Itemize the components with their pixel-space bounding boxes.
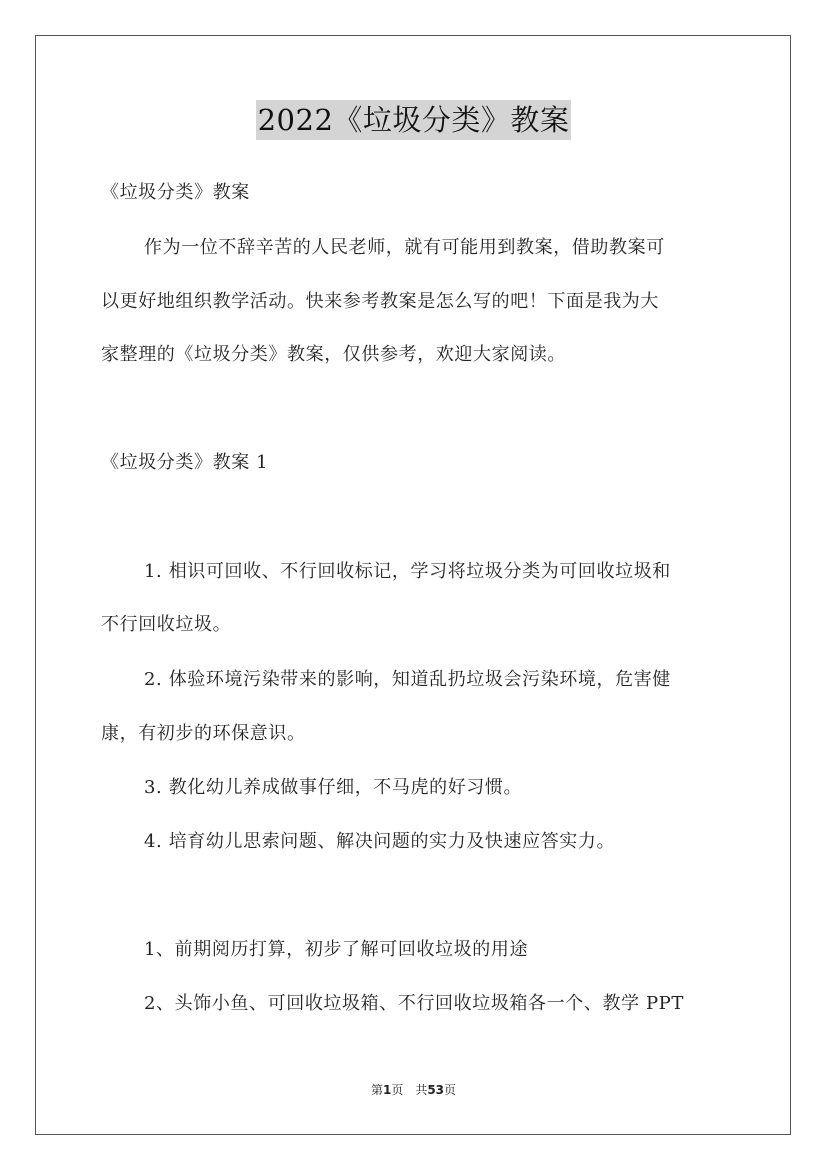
intro-line-1: 作为一位不辞辛苦的人民老师，就有可能用到教案，借助教案可 (144, 237, 665, 258)
goal-line-3: 2. 体验环境污染带来的影响，知道乱扔垃圾会污染环境，危害健 (144, 669, 671, 690)
goal-line-1: 1. 相识可回收、不行回收标记，学习将垃圾分类为可回收垃圾和 (144, 561, 671, 582)
intro-line-2: 以更好地组织教学活动。快来参考教案是怎么写的吧！下面是我为大 (101, 291, 659, 312)
section-heading: 《垃圾分类》教案 1 (101, 452, 269, 473)
title-container (0, 100, 827, 140)
footer-total-pages: 53 (427, 1083, 445, 1097)
footer-suffix: 页 (444, 1083, 457, 1097)
footer-mid: 页 共 (391, 1083, 428, 1097)
intro-line-3: 家整理的《垃圾分类》教案，仅供参考，欢迎大家阅读。 (101, 344, 566, 365)
subtitle: 《垃圾分类》教案 (101, 182, 250, 203)
goal-line-6: 4. 培育幼儿思索问题、解决问题的实力及快速应答实力。 (144, 831, 616, 852)
goal-line-4: 康，有初步的环保意识。 (101, 723, 306, 744)
page-footer (0, 1081, 827, 1098)
document-title: 2022《垃圾分类》教案 (256, 100, 572, 140)
prep-line-2: 2、头饰小鱼、可回收垃圾箱、不行回收垃圾箱各一个、教学 PPT (144, 993, 684, 1014)
footer-prefix: 第 (370, 1083, 383, 1097)
goal-line-5: 3. 教化幼儿养成做事仔细，不马虎的好习惯。 (144, 777, 523, 798)
goal-line-2: 不行回收垃圾。 (101, 614, 232, 635)
prep-line-1: 1、前期阅历打算，初步了解可回收垃圾的用途 (144, 939, 529, 960)
footer-page-number: 1 (382, 1083, 392, 1097)
